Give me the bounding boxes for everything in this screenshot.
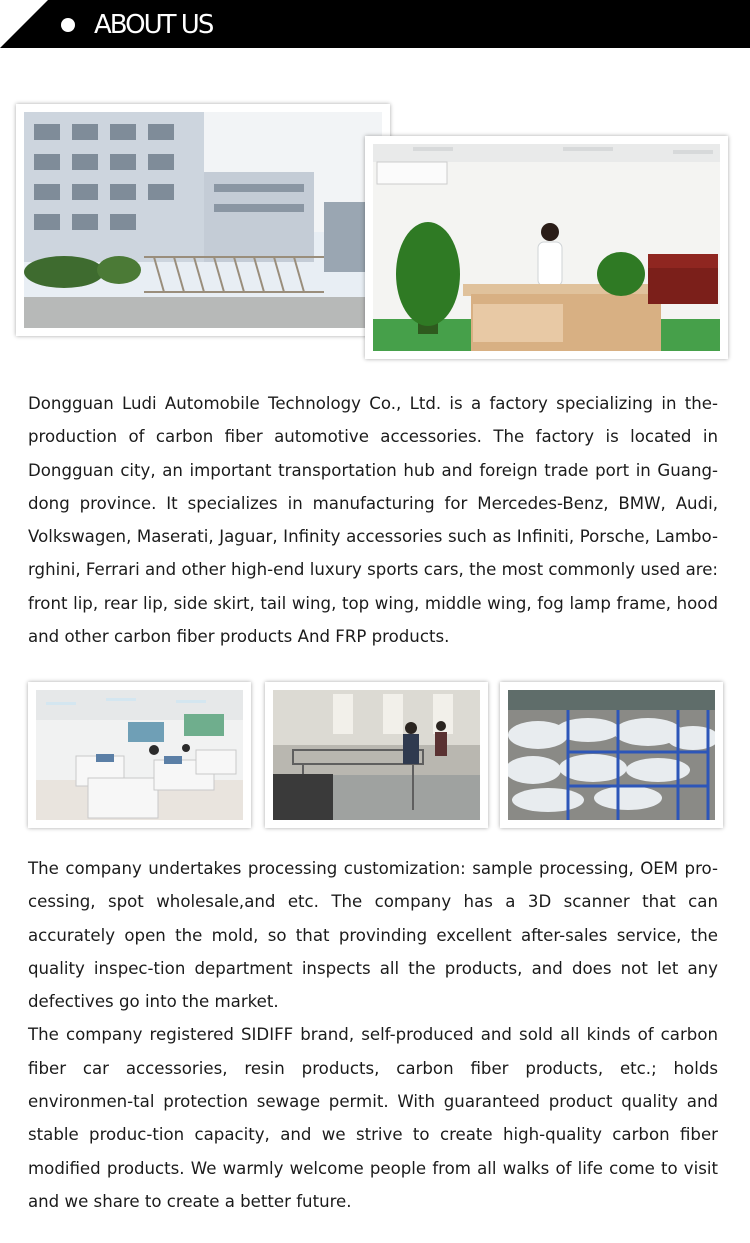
details-paragraphs [28, 852, 718, 1218]
warehouse-photo [500, 682, 723, 828]
page-title: ABOUT US [94, 10, 213, 40]
factory-building-image [24, 112, 382, 328]
intro-paragraph [28, 387, 718, 653]
header-notch [0, 0, 48, 48]
section-header [0, 0, 750, 48]
bullet-dot-icon [61, 18, 75, 32]
factory-building-photo [16, 104, 390, 336]
office-photo [28, 682, 251, 828]
workshop-photo [265, 682, 488, 828]
details-paragraph-1: The company undertakes processing customization: sample processing, OEM pro-cessing, spot wholesale,and etc. The company has a 3D scanner that can accurately open the mold, so that provinding excellent after-sales service, the quality inspec-tion department inspects all the products, and does not let any defectives go into the market. [28, 859, 718, 1012]
warehouse-image [508, 690, 715, 820]
intro-text: Dongguan Ludi Automobile Technology Co., Ltd. is a factory specializing in the-production of carbon fiber automotive accessories. The factory is located in Dongguan city, an important transportation hub and foreign trade port in Guang-dong province. It specializes in manufacturing for Mercedes-Benz, BMW, Audi, Volkswagen, Maserati, Jaguar, Infinity accessories such as Infiniti, Porsche, Lambo-rghini, Ferrari and other high-end luxury sports cars, the most commonly used are: front lip, rear lip, side skirt, tail wing, top wing, middle wing, fog lamp frame, hood and other carbon fiber products And FRP products. [28, 394, 718, 647]
workshop-image [273, 690, 480, 820]
office-image [36, 690, 243, 820]
details-paragraph-2: The company registered SIDIFF brand, self-produced and sold all kinds of carbon fiber car accessories, resin products, carbon fiber products, etc.; holds environmen-tal protection sewage permit. With guaranteed product quality and stable produc-tion capacity, and we strive to create high-quality carbon fiber modified products. We warmly welcome people from all walks of life come to visit and we share to create a better future. [28, 1025, 718, 1211]
reception-desk-photo [365, 136, 728, 359]
reception-image [373, 144, 720, 351]
